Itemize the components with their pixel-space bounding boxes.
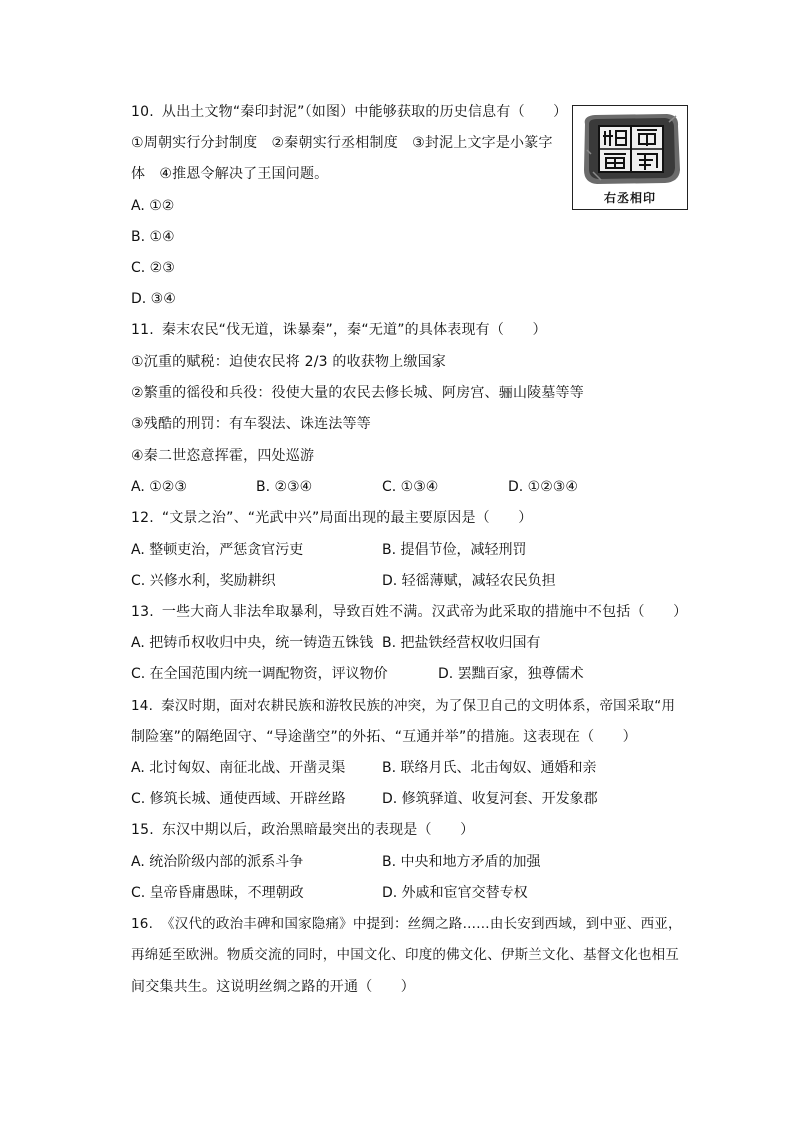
question-14-stem: 14. 秦汉时期，面对农耕民族和游牧民族的冲突，为了保卫自己的文明体系，帝国采取“用 [131, 698, 676, 714]
question-16-stem: 16. 《汉代的政治丰碑和国家隐痛》中提到：丝绸之路……由长安到西域，到中亚、西亚， [131, 916, 682, 932]
question-10-option-d: D. ③④ [131, 291, 176, 307]
question-14-option-b: B. 联络月氏、北击匈奴、通婚和亲 [382, 760, 597, 776]
question-15-stem: 15. 东汉中期以后，政治黑暗最突出的表现是（ ） [131, 822, 475, 838]
question-11-stem: 11. 秦末农民“伐无道，诛暴秦”，秦“无道”的具体表现有（ ） [131, 322, 547, 338]
question-10-option-b: B. ①④ [131, 229, 175, 245]
seal-clay-figure [572, 105, 688, 210]
question-16-line-2: 再绵延至欧洲。物质交流的同时，中国文化、印度的佛文化、伊斯兰文化、基督文化也相互 [131, 947, 679, 963]
question-12-option-b: B. 提倡节俭，减轻刑罚 [382, 542, 527, 558]
question-14-option-d: D. 修筑驿道、收复河套、开发象郡 [382, 791, 598, 807]
question-12-option-c: C. 兴修水利，奖励耕织 [131, 573, 276, 589]
question-12-option-d: D. 轻徭薄赋，减轻农民负担 [382, 573, 556, 589]
question-10-line-3: 体 ④推恩令解决了王国问题。 [131, 166, 329, 182]
question-11-item-4: ④秦二世恣意挥霍，四处巡游 [131, 448, 315, 464]
question-11-option-b: B. ②③④ [256, 479, 313, 495]
question-15-option-c: C. 皇帝昏庸愚昧，不理朝政 [131, 885, 304, 901]
question-15-option-a: A. 统治阶级内部的派系斗争 [131, 854, 304, 870]
question-11-option-c: C. ①③④ [382, 479, 439, 495]
question-number: 14. [131, 698, 154, 714]
question-12-stem: 12. “文景之治”、“光武中兴”局面出现的最主要原因是（ ） [131, 510, 533, 526]
figure-caption: 右丞相印 [603, 191, 656, 205]
question-number: 10. [131, 104, 154, 120]
question-number: 15. [131, 822, 154, 838]
question-11-item-3: ③残酷的刑罚：有车裂法、诛连法等等 [131, 416, 371, 432]
question-10-line-2: ①周朝实行分封制度 ②秦朝实行丞相制度 ③封泥上文字是小篆字 [131, 135, 553, 151]
question-13-option-b: B. 把盐铁经营权收归国有 [382, 635, 541, 651]
question-16-line-3: 间交集共生。这说明丝绸之路的开通（ ） [131, 979, 415, 995]
question-11-item-1: ①沉重的赋税：迫使农民将 2/3 的收获物上缴国家 [131, 354, 446, 370]
question-number: 13. [131, 604, 154, 620]
question-15-option-d: D. 外戚和宦官交替专权 [382, 885, 528, 901]
question-10-option-c: C. ②③ [131, 260, 175, 276]
question-number: 11. [131, 322, 154, 338]
question-11-option-a: A. ①②③ [131, 479, 187, 495]
question-14-option-a: A. 北讨匈奴、南征北战、开凿灵渠 [131, 760, 346, 776]
question-13-option-a: A. 把铸币权收归中央，统一铸造五铢钱 [131, 635, 374, 651]
question-11-option-d: D. ①②③④ [508, 479, 578, 495]
question-14-option-c: C. 修筑长城、通使西域、开辟丝路 [131, 791, 346, 807]
question-14-line-2: 制险塞”的隔绝固守、“导途凿空”的外拓、“互通并举”的措施。这表现在（ ） [131, 729, 637, 745]
seal-impression-image [579, 110, 683, 188]
question-11-item-2: ②繁重的徭役和兵役：役使大量的农民去修长城、阿房宫、骊山陵墓等等 [131, 385, 584, 401]
question-12-option-a: A. 整顿吏治，严惩贪官污吏 [131, 542, 304, 558]
question-13-stem: 13. 一些大商人非法牟取暴利，导致百姓不满。汉武帝为此采取的措施中不包括（ ） [131, 604, 688, 620]
question-10-stem: 10. 从出土文物“秦印封泥”（如图）中能够获取的历史信息有（ ） [131, 104, 568, 120]
question-number: 16. [131, 916, 154, 932]
question-13-option-d: D. 罢黜百家，独尊儒术 [438, 666, 584, 682]
question-15-option-b: B. 中央和地方矛盾的加强 [382, 854, 541, 870]
question-number: 12. [131, 510, 154, 526]
question-10-option-a: A. ①② [131, 198, 175, 214]
question-13-option-c: C. 在全国范围内统一调配物资，评议物价 [131, 666, 388, 682]
